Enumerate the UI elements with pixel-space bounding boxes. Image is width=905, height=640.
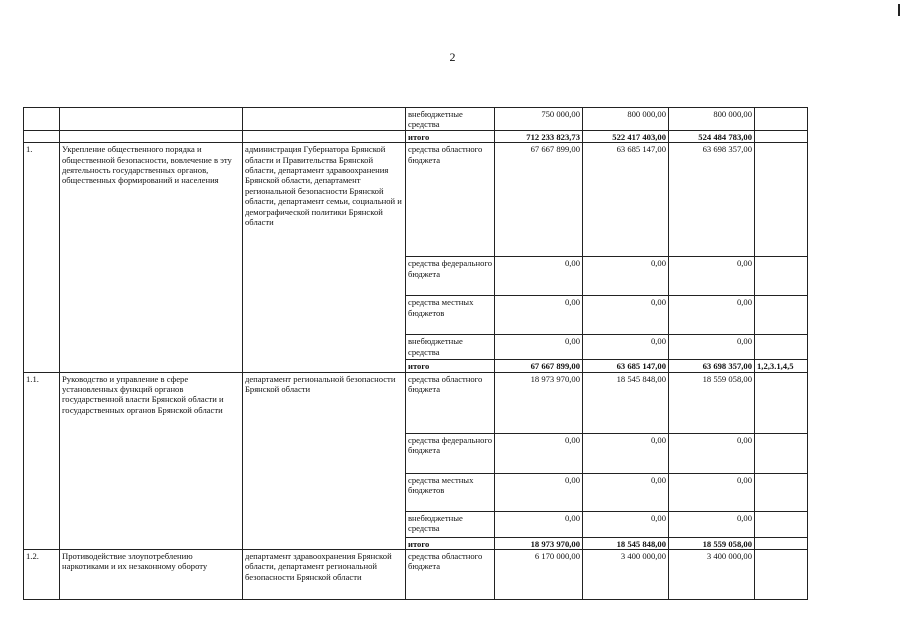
table-row [24, 143, 808, 257]
year2-amount-cell: 0,00 [583, 296, 669, 335]
year2-amount-cell: 18 545 848,00 [583, 372, 669, 433]
year3-amount-cell: 0,00 [669, 335, 755, 360]
year1-amount-cell: 712 233 823,73 [495, 130, 583, 142]
funding-source-cell: средства федерального бюджета [406, 257, 495, 296]
executor-cell: департамент здравоохранения Брянской области, департамент региональной безопасности Брянской области [243, 550, 406, 600]
indicator-code-cell [755, 473, 808, 511]
indicator-code-cell [755, 130, 808, 142]
table-row [24, 372, 808, 433]
activity-name-cell [60, 108, 243, 131]
funding-source-cell: средства областного бюджета [406, 372, 495, 433]
activity-name-cell: Руководство и управление в сфере установленных функций органов государственной власти Брянской области и государственных органов Брянской области [60, 372, 243, 549]
scan-edge-mark [898, 4, 900, 16]
indicator-code-cell [755, 335, 808, 360]
funding-source-cell: средства местных бюджетов [406, 473, 495, 511]
indicator-code-cell: 1,2,3.1,4,5 [755, 360, 808, 372]
year2-amount-cell: 63 685 147,00 [583, 143, 669, 257]
year1-amount-cell: 0,00 [495, 257, 583, 296]
year1-amount-cell: 6 170 000,00 [495, 550, 583, 600]
indicator-code-cell [755, 296, 808, 335]
table-row [24, 108, 808, 131]
executor-cell: администрация Губернатора Брянской области и Правительства Брянской области, департамент здравоохранения Брянской области, департамент региональной безопасности Брянской области, департамент семьи, социальной и демографической политики Брянской области [243, 143, 406, 372]
year1-amount-cell: 0,00 [495, 473, 583, 511]
year3-amount-cell: 3 400 000,00 [669, 550, 755, 600]
year2-amount-cell: 0,00 [583, 433, 669, 473]
budget-table-body [24, 108, 808, 600]
table-row [24, 550, 808, 600]
year1-amount-cell: 0,00 [495, 433, 583, 473]
funding-source-cell: средства областного бюджета [406, 550, 495, 600]
row-number-cell: 1.1. [24, 372, 60, 549]
indicator-code-cell [755, 433, 808, 473]
row-number-cell [24, 130, 60, 142]
row-number-cell: 1. [24, 143, 60, 372]
funding-source-cell: внебюджетные средства [406, 511, 495, 537]
activity-name-cell [60, 130, 243, 142]
year3-amount-cell: 524 484 783,00 [669, 130, 755, 142]
year3-amount-cell: 18 559 058,00 [669, 537, 755, 549]
year3-amount-cell: 0,00 [669, 433, 755, 473]
year1-amount-cell: 750 000,00 [495, 108, 583, 131]
table-row [24, 130, 808, 142]
year3-amount-cell: 0,00 [669, 511, 755, 537]
funding-source-cell: внебюджетные средства [406, 335, 495, 360]
year3-amount-cell: 63 698 357,00 [669, 143, 755, 257]
year3-amount-cell: 0,00 [669, 257, 755, 296]
year2-amount-cell: 0,00 [583, 511, 669, 537]
indicator-code-cell [755, 257, 808, 296]
executor-cell [243, 130, 406, 142]
indicator-code-cell [755, 537, 808, 549]
year2-amount-cell: 0,00 [583, 473, 669, 511]
funding-source-cell: итого [406, 360, 495, 372]
activity-name-cell: Противодействие злоупотреблению наркотиками и их незаконному обороту [60, 550, 243, 600]
funding-source-cell: средства областного бюджета [406, 143, 495, 257]
year2-amount-cell: 800 000,00 [583, 108, 669, 131]
year1-amount-cell: 18 973 970,00 [495, 372, 583, 433]
year1-amount-cell: 67 667 899,00 [495, 360, 583, 372]
year3-amount-cell: 800 000,00 [669, 108, 755, 131]
year1-amount-cell: 0,00 [495, 511, 583, 537]
year2-amount-cell: 3 400 000,00 [583, 550, 669, 600]
year3-amount-cell: 0,00 [669, 473, 755, 511]
year2-amount-cell: 18 545 848,00 [583, 537, 669, 549]
row-number-cell [24, 108, 60, 131]
year1-amount-cell: 0,00 [495, 296, 583, 335]
indicator-code-cell [755, 511, 808, 537]
year2-amount-cell: 522 417 403,00 [583, 130, 669, 142]
row-number-cell: 1.2. [24, 550, 60, 600]
year1-amount-cell: 18 973 970,00 [495, 537, 583, 549]
executor-cell: департамент региональной безопасности Брянской области [243, 372, 406, 549]
funding-source-cell: итого [406, 537, 495, 549]
indicator-code-cell [755, 143, 808, 257]
page-number: 2 [449, 50, 456, 64]
year2-amount-cell: 63 685 147,00 [583, 360, 669, 372]
indicator-code-cell [755, 372, 808, 433]
budget-table [23, 107, 808, 600]
year2-amount-cell: 0,00 [583, 257, 669, 296]
executor-cell [243, 108, 406, 131]
activity-name-cell: Укрепление общественного порядка и общественной безопасности, вовлечение в эту деятельность государственных органов, общественных формирований и населения [60, 143, 243, 372]
funding-source-cell: внебюджетные средства [406, 108, 495, 131]
year3-amount-cell: 18 559 058,00 [669, 372, 755, 433]
funding-source-cell: средства местных бюджетов [406, 296, 495, 335]
funding-source-cell: средства федерального бюджета [406, 433, 495, 473]
year3-amount-cell: 63 698 357,00 [669, 360, 755, 372]
year1-amount-cell: 67 667 899,00 [495, 143, 583, 257]
indicator-code-cell [755, 550, 808, 600]
year1-amount-cell: 0,00 [495, 335, 583, 360]
year3-amount-cell: 0,00 [669, 296, 755, 335]
indicator-code-cell [755, 108, 808, 131]
funding-source-cell: итого [406, 130, 495, 142]
year2-amount-cell: 0,00 [583, 335, 669, 360]
